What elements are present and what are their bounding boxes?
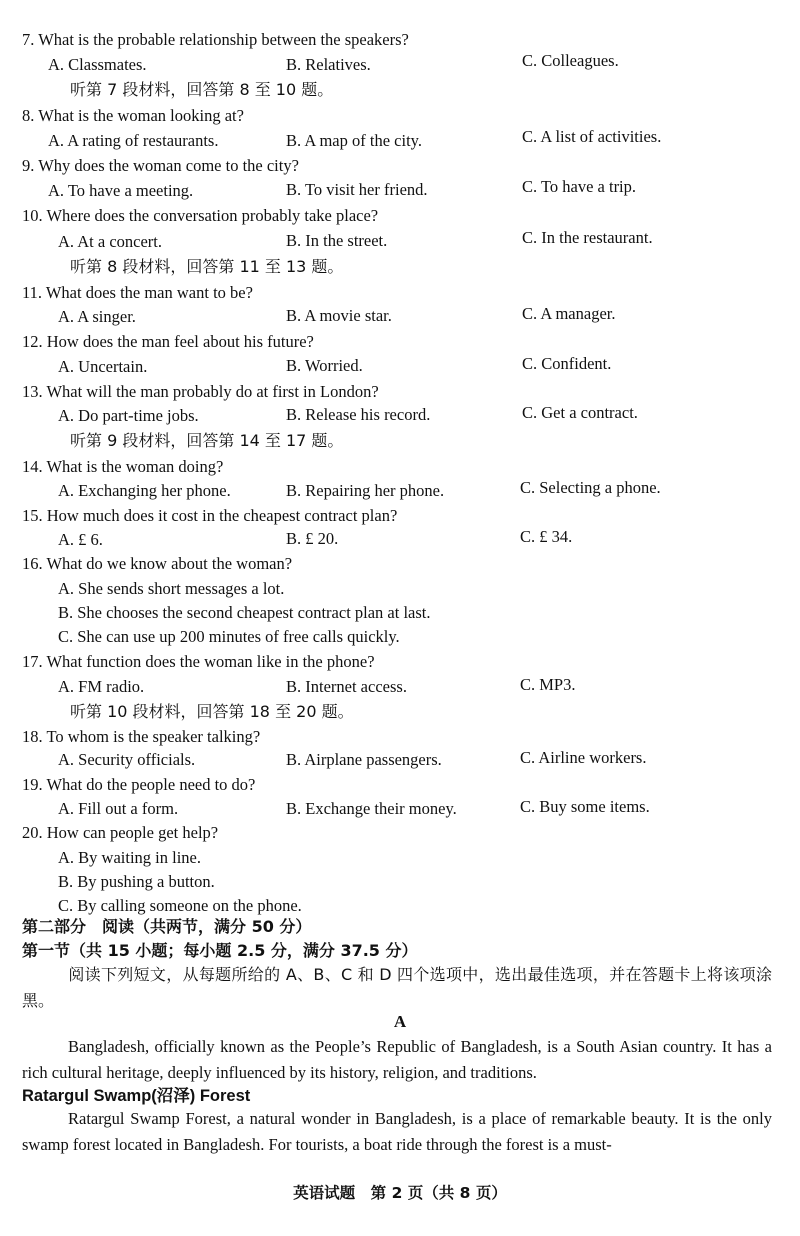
question-8: 8. What is the woman looking at? xyxy=(22,106,244,125)
q18-option-a: A. Security officials. xyxy=(58,750,196,769)
q12-option-c: C. Confident. xyxy=(522,354,612,373)
q19-option-c: C. Buy some items. xyxy=(520,797,650,816)
q12-option-a: A. Uncertain. xyxy=(58,357,148,376)
q11-option-a: A. A singer. xyxy=(58,307,136,326)
q17-option-c: C. MP3. xyxy=(520,675,576,694)
q16-option-a: A. She sends short messages a lot. xyxy=(58,579,285,598)
q8-option-c: C. A list of activities. xyxy=(522,127,662,146)
q7-option-a: A. Classmates. xyxy=(48,55,147,74)
q15-option-a: A. £ 6. xyxy=(58,530,103,549)
q13-option-b: B. Release his record. xyxy=(286,405,431,424)
question-7: 7. What is the probable relationship between the speakers? xyxy=(22,30,409,49)
passage-paragraph-2-text: Ratargul Swamp Forest, a natural wonder in Bangladesh, is a place of remarkable beauty. It is the only swamp forest located in Bangladesh. For tourists, a boat ride through the forest is a must- xyxy=(22,1109,772,1154)
q7-option-c: C. Colleagues. xyxy=(522,51,619,70)
passage-subheading: Ratargul Swamp(沼泽) Forest xyxy=(22,1087,251,1105)
instruction-segment-10: 听第 10 段材料，回答第 18 至 20 题。 xyxy=(70,702,354,721)
question-18: 18. To whom is the speaker talking? xyxy=(22,727,261,746)
q20-option-c: C. By calling someone on the phone. xyxy=(58,896,302,915)
question-20: 20. How can people get help? xyxy=(22,823,219,842)
q18-option-c: C. Airline workers. xyxy=(520,748,647,767)
passage-paragraph-2 xyxy=(22,1106,772,1158)
part2-title: 第二部分 阅读（共两节，满分 50 分） xyxy=(22,917,312,936)
reading-directions xyxy=(22,962,772,1014)
instruction-segment-8: 听第 8 段材料，回答第 11 至 13 题。 xyxy=(70,257,344,276)
question-14: 14. What is the woman doing? xyxy=(22,457,224,476)
q18-option-b: B. Airplane passengers. xyxy=(286,750,442,769)
question-19: 19. What do the people need to do? xyxy=(22,775,256,794)
q7-option-b: B. Relatives. xyxy=(286,55,371,74)
q17-option-b: B. Internet access. xyxy=(286,677,407,696)
question-16: 16. What do we know about the woman? xyxy=(22,554,293,573)
q16-option-b: B. She chooses the second cheapest contract plan at last. xyxy=(58,603,431,622)
question-9: 9. Why does the woman come to the city? xyxy=(22,156,299,175)
q10-option-b: B. In the street. xyxy=(286,231,388,250)
q20-option-a: A. By waiting in line. xyxy=(58,848,201,867)
passage-paragraph-1 xyxy=(22,1034,772,1086)
q15-option-c: C. £ 34. xyxy=(520,527,573,546)
q12-option-b: B. Worried. xyxy=(286,356,363,375)
question-17: 17. What function does the woman like in the phone? xyxy=(22,652,375,671)
passage-paragraph-1-text: Bangladesh, officially known as the People’s Republic of Bangladesh, is a South Asian country. It has a rich cultural heritage, deeply influenced by its history, religion, and traditions. xyxy=(22,1037,772,1082)
q14-option-a: A. Exchanging her phone. xyxy=(58,481,231,500)
question-13: 13. What will the man probably do at first in London? xyxy=(22,382,379,401)
question-11: 11. What does the man want to be? xyxy=(22,283,253,302)
q8-option-a: A. A rating of restaurants. xyxy=(48,131,219,150)
q11-option-c: C. A manager. xyxy=(522,304,616,323)
q14-option-c: C. Selecting a phone. xyxy=(520,478,661,497)
instruction-segment-7: 听第 7 段材料，回答第 8 至 10 题。 xyxy=(70,80,334,99)
question-10: 10. Where does the conversation probably take place? xyxy=(22,206,379,225)
q10-option-c: C. In the restaurant. xyxy=(522,228,653,247)
question-12: 12. How does the man feel about his future? xyxy=(22,332,314,351)
passage-label: A xyxy=(393,1012,407,1031)
q19-option-b: B. Exchange their money. xyxy=(286,799,457,818)
q8-option-b: B. A map of the city. xyxy=(286,131,422,150)
q14-option-b: B. Repairing her phone. xyxy=(286,481,445,500)
q16-option-c: C. She can use up 200 minutes of free calls quickly. xyxy=(58,627,400,646)
q13-option-a: A. Do part-time jobs. xyxy=(58,406,199,425)
page-footer: 英语试题 第 2 页（共 8 页） xyxy=(293,1184,507,1202)
instruction-segment-9: 听第 9 段材料，回答第 14 至 17 题。 xyxy=(70,431,344,450)
q15-option-b: B. £ 20. xyxy=(286,529,339,548)
q9-option-c: C. To have a trip. xyxy=(522,177,637,196)
q9-option-a: A. To have a meeting. xyxy=(48,181,194,200)
q17-option-a: A. FM radio. xyxy=(58,677,145,696)
q19-option-a: A. Fill out a form. xyxy=(58,799,179,818)
reading-directions-text: 阅读下列短文，从每题所给的 A、B、C 和 D 四个选项中，选出最佳选项，并在答题卡上将该项涂黑。 xyxy=(22,965,772,1010)
q20-option-b: B. By pushing a button. xyxy=(58,872,215,891)
section1-title: 第一节（共 15 小题；每小题 2.5 分，满分 37.5 分） xyxy=(22,941,418,960)
q11-option-b: B. A movie star. xyxy=(286,306,392,325)
q13-option-c: C. Get a contract. xyxy=(522,403,638,422)
q9-option-b: B. To visit her friend. xyxy=(286,180,428,199)
question-15: 15. How much does it cost in the cheapest contract plan? xyxy=(22,506,398,525)
q10-option-a: A. At a concert. xyxy=(58,232,163,251)
